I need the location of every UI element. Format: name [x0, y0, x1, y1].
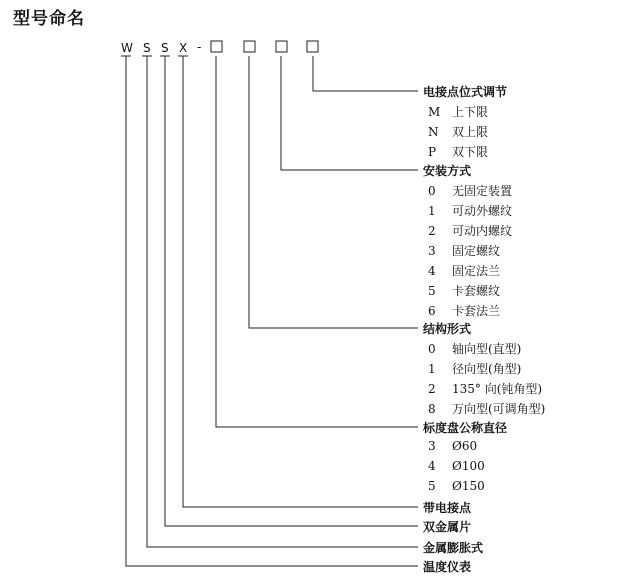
option-mount-0: 0 无固定装置 — [428, 184, 513, 198]
connector-w — [126, 56, 418, 566]
option-mount-5: 5 卡套螺纹 — [428, 284, 501, 298]
placeholder-box-dial — [211, 41, 222, 52]
option-mount-3: 3 固定螺纹 — [428, 244, 501, 258]
option-structure-1: 1 径向型(角型) — [428, 362, 522, 376]
option-structure-0: 0 轴向型(直型) — [428, 342, 522, 356]
section-label-dial: 标度盘公称直径 — [423, 421, 508, 435]
code-letter-s1: S — [143, 41, 151, 55]
option-mount-2: 2 可动内螺纹 — [428, 224, 513, 238]
section-label-mount: 安装方式 — [423, 164, 472, 178]
option-contact-n: N 双上限 — [428, 125, 489, 139]
section-label-x: 带电接点 — [423, 501, 472, 515]
code-letter-x: X — [179, 41, 188, 55]
option-contact-m: M 上下限 — [428, 105, 489, 119]
section-label-contact: 电接点位式调节 — [423, 85, 508, 99]
code-dash: - — [197, 40, 202, 54]
option-dial-3: 3 Ø60 — [428, 439, 478, 453]
connector-structure — [249, 56, 418, 328]
option-mount-6: 6 卡套法兰 — [428, 304, 501, 318]
connector-dial — [216, 56, 418, 427]
option-dial-5: 5 Ø150 — [428, 479, 485, 493]
connector-mount — [281, 56, 418, 170]
code-letter-w: W — [121, 41, 133, 55]
connector-x — [183, 56, 418, 507]
page-title: 型号命名 — [13, 9, 85, 29]
option-mount-1: 1 可动外螺纹 — [428, 204, 513, 218]
section-label-structure: 结构形式 — [423, 322, 472, 336]
option-structure-2: 2 135° 向(钝角型) — [428, 382, 543, 396]
connector-s2 — [165, 56, 418, 526]
section-label-s2: 双金属片 — [423, 520, 472, 534]
placeholder-box-structure — [244, 41, 255, 52]
placeholder-box-contact — [307, 41, 318, 52]
option-structure-8: 8 万向型(可调角型) — [428, 402, 546, 416]
option-dial-4: 4 Ø100 — [428, 459, 485, 473]
connector-s1 — [147, 56, 418, 547]
section-label-w: 温度仪表 — [423, 560, 472, 574]
section-label-s1: 金属膨胀式 — [423, 541, 484, 555]
code-letter-s2: S — [161, 41, 169, 55]
option-mount-4: 4 固定法兰 — [428, 264, 501, 278]
option-contact-p: P 双下限 — [428, 145, 489, 159]
connector-contact — [313, 56, 418, 91]
placeholder-box-mount — [276, 41, 287, 52]
